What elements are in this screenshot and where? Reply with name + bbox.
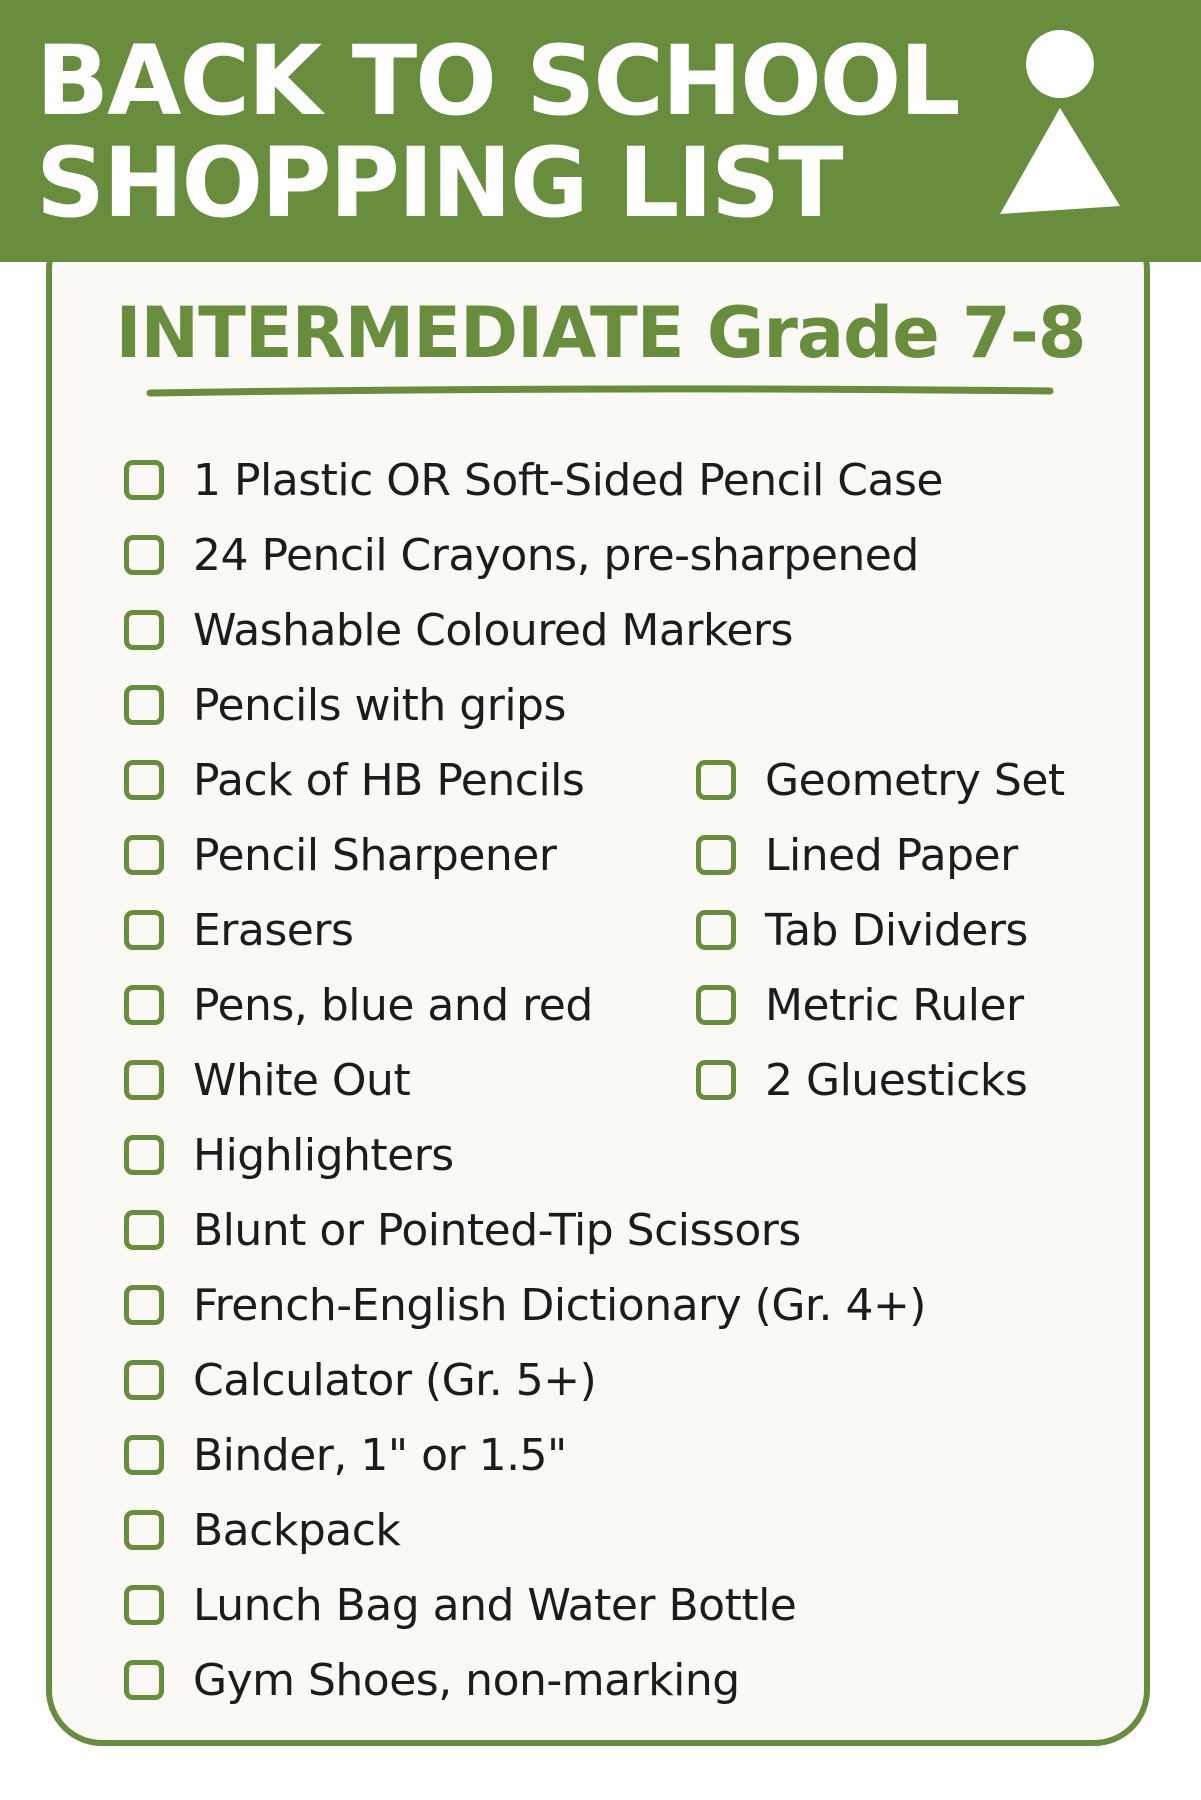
checklist-item-label: Pack of HB Pencils [193,754,585,806]
checklist-item-label: French-English Dictionary (Gr. 4+) [193,1279,926,1331]
checkbox[interactable] [124,1435,164,1475]
checklist-item[interactable] [696,975,1024,1035]
checkbox[interactable] [124,985,164,1025]
checklist-item-label: Pencil Sharpener [193,829,557,881]
checklist-item[interactable] [124,1350,596,1410]
checkbox[interactable] [124,1210,164,1250]
checkbox[interactable] [124,910,164,950]
checklist-item-label: Metric Ruler [765,979,1024,1031]
checkbox[interactable] [124,835,164,875]
checkbox[interactable] [124,460,164,500]
checklist-item-label: White Out [193,1054,411,1106]
checklist-item[interactable] [124,825,556,885]
title-line-1: BACK TO SCHOOL [36,25,959,137]
checklist-item[interactable] [696,750,1065,810]
checklist-item[interactable] [124,1650,740,1710]
checklist-item[interactable] [124,1275,926,1335]
checklist-item[interactable] [124,750,584,810]
title-line-2: SHOPPING LIST [36,127,842,239]
checklist-item-label: Washable Coloured Markers [193,604,793,656]
checklist-item-label: 2 Gluesticks [765,1054,1028,1106]
checklist-item[interactable] [124,900,353,960]
checklist-item-label: Lined Paper [765,829,1018,881]
checkbox[interactable] [124,1585,164,1625]
checklist-item-label: Highlighters [193,1129,454,1181]
checklist-item-label: Tab Dividers [765,904,1028,956]
checklist-item-label: Gym Shoes, non-marking [193,1654,740,1706]
checklist-item-label: Blunt or Pointed-Tip Scissors [193,1204,801,1256]
checklist-item-label: Backpack [193,1504,401,1556]
checklist-item-label: Pens, blue and red [193,979,593,1031]
checklist-item-label: 24 Pencil Crayons, pre-sharpened [193,529,919,581]
checkbox[interactable] [124,685,164,725]
checkbox[interactable] [124,1060,164,1100]
checkbox[interactable] [124,535,164,575]
checklist-item-label: Binder, 1" or 1.5" [193,1429,567,1481]
checkbox[interactable] [696,1060,736,1100]
checklist-item-label: 1 Plastic OR Soft-Sided Pencil Case [193,454,943,506]
checklist-item[interactable] [124,675,566,735]
checklist-item[interactable] [124,975,593,1035]
checklist-item[interactable] [124,450,943,510]
checkbox[interactable] [124,610,164,650]
checkbox[interactable] [124,1510,164,1550]
checkbox[interactable] [696,835,736,875]
checklist-item-label: Pencils with grips [193,679,566,731]
checklist-item[interactable] [696,900,1028,960]
checklist-item[interactable] [124,1050,410,1110]
checklist-item[interactable] [124,1575,796,1635]
checklist-item[interactable] [124,600,793,660]
checklist-item[interactable] [124,1500,400,1560]
page-title [36,25,959,239]
checkbox[interactable] [696,910,736,950]
checklist-item-label: Erasers [193,904,354,956]
checkbox[interactable] [696,760,736,800]
person-icon [996,26,1124,218]
title-underline [146,384,1054,398]
checkbox[interactable] [124,760,164,800]
checklist-item-label: Lunch Bag and Water Bottle [193,1579,797,1631]
checkbox[interactable] [124,1660,164,1700]
checklist-item[interactable] [124,1125,454,1185]
checklist-item-label: Calculator (Gr. 5+) [193,1354,597,1406]
grade-title: INTERMEDIATE Grade 7-8 [115,292,1086,374]
checklist-item[interactable] [696,1050,1027,1110]
checkbox[interactable] [124,1360,164,1400]
checklist-item[interactable] [124,1425,567,1485]
checkbox[interactable] [124,1135,164,1175]
checklist-item-label: Geometry Set [765,754,1065,806]
checklist-item[interactable] [696,825,1018,885]
checklist-item[interactable] [124,525,919,585]
checklist-item[interactable] [124,1200,801,1260]
checkbox[interactable] [696,985,736,1025]
checkbox[interactable] [124,1285,164,1325]
